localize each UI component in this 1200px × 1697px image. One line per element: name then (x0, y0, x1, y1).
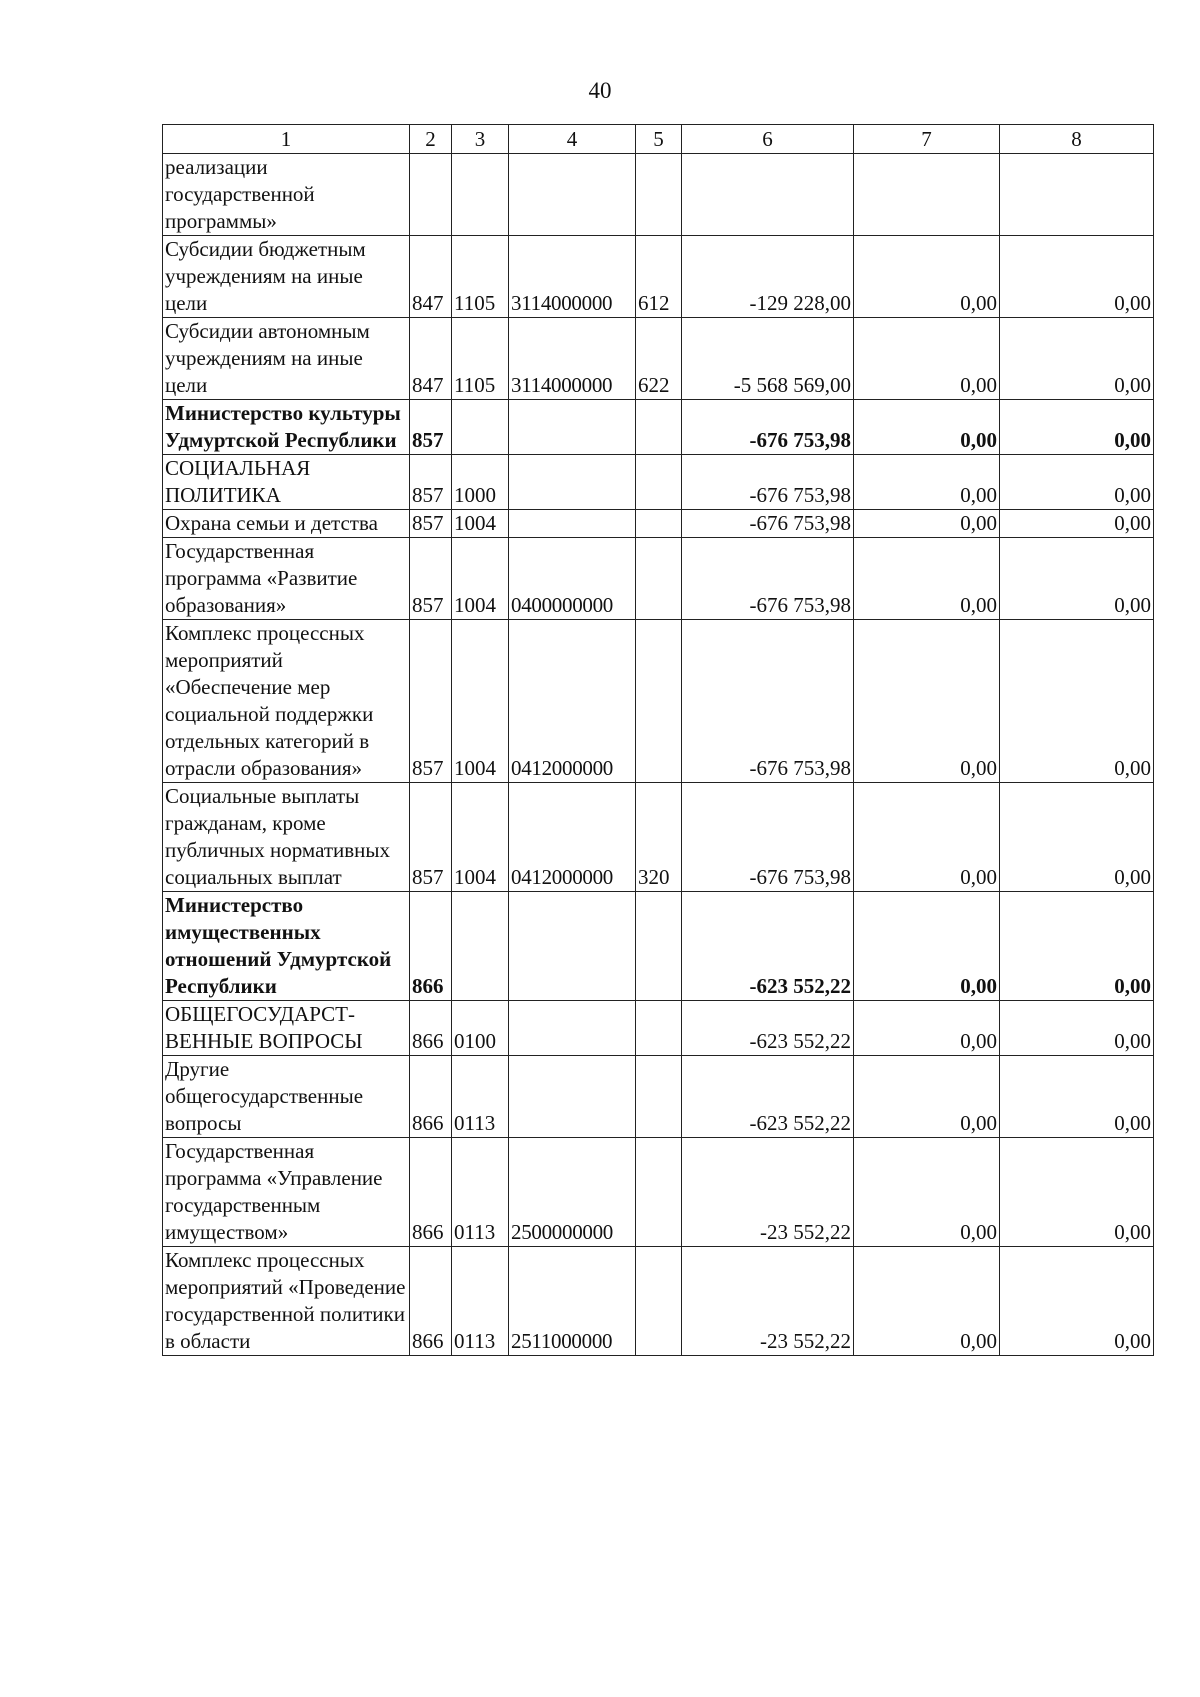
cell-amount-col8: 0,00 (1000, 236, 1154, 318)
cell-name: Субсидии автономным учреждениям на иные цели (163, 318, 410, 400)
cell-target-article: 3114000000 (509, 318, 636, 400)
cell-target-article: 2500000000 (509, 1138, 636, 1247)
cell-amount-col6: -623 552,22 (682, 892, 854, 1001)
cell-target-article (509, 892, 636, 1001)
cell-amount-col6: -676 753,98 (682, 620, 854, 783)
cell-amount-col7: 0,00 (854, 510, 1000, 538)
cell-amount-col6: -5 568 569,00 (682, 318, 854, 400)
cell-amount-col7: 0,00 (854, 236, 1000, 318)
cell-amount-col8: 0,00 (1000, 538, 1154, 620)
page-number-container (0, 78, 1200, 104)
cell-amount-col8: 0,00 (1000, 455, 1154, 510)
cell-section-code: 1004 (452, 783, 509, 892)
cell-expense-type: 320 (636, 783, 682, 892)
table-row (163, 318, 1154, 400)
cell-ministry-code: 857 (410, 538, 452, 620)
cell-name: Государственная программа «Управление государственным имуществом» (163, 1138, 410, 1247)
table-row (163, 1247, 1154, 1356)
cell-ministry-code: 866 (410, 1001, 452, 1056)
cell-name: Министерство имущественных отношений Удмуртской Республики (163, 892, 410, 1001)
cell-target-article: 0412000000 (509, 783, 636, 892)
cell-amount-col8: 0,00 (1000, 510, 1154, 538)
cell-amount-col8: 0,00 (1000, 783, 1154, 892)
cell-amount-col8: 0,00 (1000, 620, 1154, 783)
table-row (163, 510, 1154, 538)
table-header-row (163, 125, 1154, 154)
cell-amount-col7: 0,00 (854, 318, 1000, 400)
table-row (163, 154, 1154, 236)
cell-ministry-code: 857 (410, 620, 452, 783)
cell-amount-col7: 0,00 (854, 783, 1000, 892)
cell-name: Комплекс процессных мероприятий «Обеспечение мер социальной поддержки отдельных категорий в отрасли образования» (163, 620, 410, 783)
header-col-8: 8 (1000, 125, 1154, 154)
header-col-3: 3 (452, 125, 509, 154)
cell-amount-col6: -676 753,98 (682, 400, 854, 455)
cell-amount-col8: 0,00 (1000, 400, 1154, 455)
table-row (163, 620, 1154, 783)
cell-amount-col8: 0,00 (1000, 892, 1154, 1001)
cell-target-article (509, 1001, 636, 1056)
cell-ministry-code: 866 (410, 1056, 452, 1138)
cell-name: Комплекс процессных мероприятий «Проведение государственной политики в области (163, 1247, 410, 1356)
header-col-7: 7 (854, 125, 1000, 154)
cell-amount-col8: 0,00 (1000, 1247, 1154, 1356)
cell-amount-col6: -676 753,98 (682, 538, 854, 620)
cell-amount-col7: 0,00 (854, 455, 1000, 510)
cell-section-code: 1004 (452, 510, 509, 538)
cell-ministry-code (410, 154, 452, 236)
cell-section-code: 1105 (452, 318, 509, 400)
table-row (163, 1056, 1154, 1138)
cell-expense-type (636, 455, 682, 510)
cell-amount-col6: -623 552,22 (682, 1001, 854, 1056)
cell-amount-col6: -623 552,22 (682, 1056, 854, 1138)
cell-amount-col8: 0,00 (1000, 1138, 1154, 1247)
cell-expense-type (636, 510, 682, 538)
table-row (163, 400, 1154, 455)
cell-amount-col7: 0,00 (854, 1247, 1000, 1356)
cell-ministry-code: 847 (410, 318, 452, 400)
cell-amount-col8 (1000, 154, 1154, 236)
cell-target-article: 3114000000 (509, 236, 636, 318)
cell-name: Министерство культуры Удмуртской Республики (163, 400, 410, 455)
cell-ministry-code: 847 (410, 236, 452, 318)
cell-name: Субсидии бюджетным учреждениям на иные цели (163, 236, 410, 318)
cell-target-article (509, 1056, 636, 1138)
cell-ministry-code: 866 (410, 1138, 452, 1247)
cell-ministry-code: 857 (410, 510, 452, 538)
cell-name: ОБЩЕГОСУДАРСТ-ВЕННЫЕ ВОПРОСЫ (163, 1001, 410, 1056)
cell-expense-type (636, 1247, 682, 1356)
header-col-1: 1 (163, 125, 410, 154)
cell-amount-col6: -23 552,22 (682, 1247, 854, 1356)
cell-section-code (452, 892, 509, 1001)
cell-ministry-code: 866 (410, 1247, 452, 1356)
table-row (163, 1138, 1154, 1247)
cell-amount-col7: 0,00 (854, 538, 1000, 620)
cell-name: реализации государственной программы» (163, 154, 410, 236)
cell-section-code: 1000 (452, 455, 509, 510)
cell-amount-col6: -676 753,98 (682, 510, 854, 538)
header-col-5: 5 (636, 125, 682, 154)
header-col-6: 6 (682, 125, 854, 154)
cell-name: СОЦИАЛЬНАЯ ПОЛИТИКА (163, 455, 410, 510)
cell-name: Социальные выплаты гражданам, кроме публичных нормативных социальных выплат (163, 783, 410, 892)
cell-amount-col6: -23 552,22 (682, 1138, 854, 1247)
cell-section-code: 0113 (452, 1056, 509, 1138)
cell-ministry-code: 857 (410, 783, 452, 892)
cell-expense-type: 622 (636, 318, 682, 400)
cell-expense-type (636, 538, 682, 620)
cell-name: Охрана семьи и детства (163, 510, 410, 538)
cell-amount-col7: 0,00 (854, 1001, 1000, 1056)
cell-amount-col6: -676 753,98 (682, 783, 854, 892)
table-row (163, 783, 1154, 892)
cell-target-article: 0412000000 (509, 620, 636, 783)
cell-amount-col7: 0,00 (854, 892, 1000, 1001)
cell-expense-type (636, 400, 682, 455)
cell-amount-col6 (682, 154, 854, 236)
cell-section-code: 1004 (452, 538, 509, 620)
cell-section-code: 0113 (452, 1247, 509, 1356)
cell-target-article (509, 510, 636, 538)
cell-amount-col7: 0,00 (854, 620, 1000, 783)
cell-amount-col7: 0,00 (854, 1056, 1000, 1138)
cell-target-article: 2511000000 (509, 1247, 636, 1356)
cell-amount-col7: 0,00 (854, 1138, 1000, 1247)
cell-expense-type (636, 620, 682, 783)
table-row (163, 236, 1154, 318)
table-row (163, 455, 1154, 510)
cell-amount-col6: -676 753,98 (682, 455, 854, 510)
cell-name: Другие общегосударственные вопросы (163, 1056, 410, 1138)
budget-table (162, 124, 1154, 1356)
cell-amount-col6: -129 228,00 (682, 236, 854, 318)
cell-expense-type (636, 1001, 682, 1056)
cell-section-code (452, 400, 509, 455)
cell-section-code: 1004 (452, 620, 509, 783)
page-number: 40 (588, 78, 612, 103)
cell-ministry-code: 866 (410, 892, 452, 1001)
cell-name: Государственная программа «Развитие образования» (163, 538, 410, 620)
cell-amount-col8: 0,00 (1000, 1056, 1154, 1138)
cell-expense-type (636, 1138, 682, 1247)
cell-target-article (509, 455, 636, 510)
cell-amount-col8: 0,00 (1000, 318, 1154, 400)
cell-amount-col8: 0,00 (1000, 1001, 1154, 1056)
cell-expense-type (636, 1056, 682, 1138)
cell-section-code: 1105 (452, 236, 509, 318)
cell-section-code: 0113 (452, 1138, 509, 1247)
table-row (163, 892, 1154, 1001)
table-row (163, 538, 1154, 620)
cell-amount-col7 (854, 154, 1000, 236)
cell-ministry-code: 857 (410, 400, 452, 455)
cell-amount-col7: 0,00 (854, 400, 1000, 455)
cell-expense-type (636, 154, 682, 236)
table-row (163, 1001, 1154, 1056)
cell-target-article (509, 154, 636, 236)
cell-target-article: 0400000000 (509, 538, 636, 620)
header-col-4: 4 (509, 125, 636, 154)
header-col-2: 2 (410, 125, 452, 154)
cell-expense-type: 612 (636, 236, 682, 318)
cell-section-code (452, 154, 509, 236)
table-body (163, 154, 1154, 1356)
cell-expense-type (636, 892, 682, 1001)
cell-section-code: 0100 (452, 1001, 509, 1056)
cell-ministry-code: 857 (410, 455, 452, 510)
cell-target-article (509, 400, 636, 455)
